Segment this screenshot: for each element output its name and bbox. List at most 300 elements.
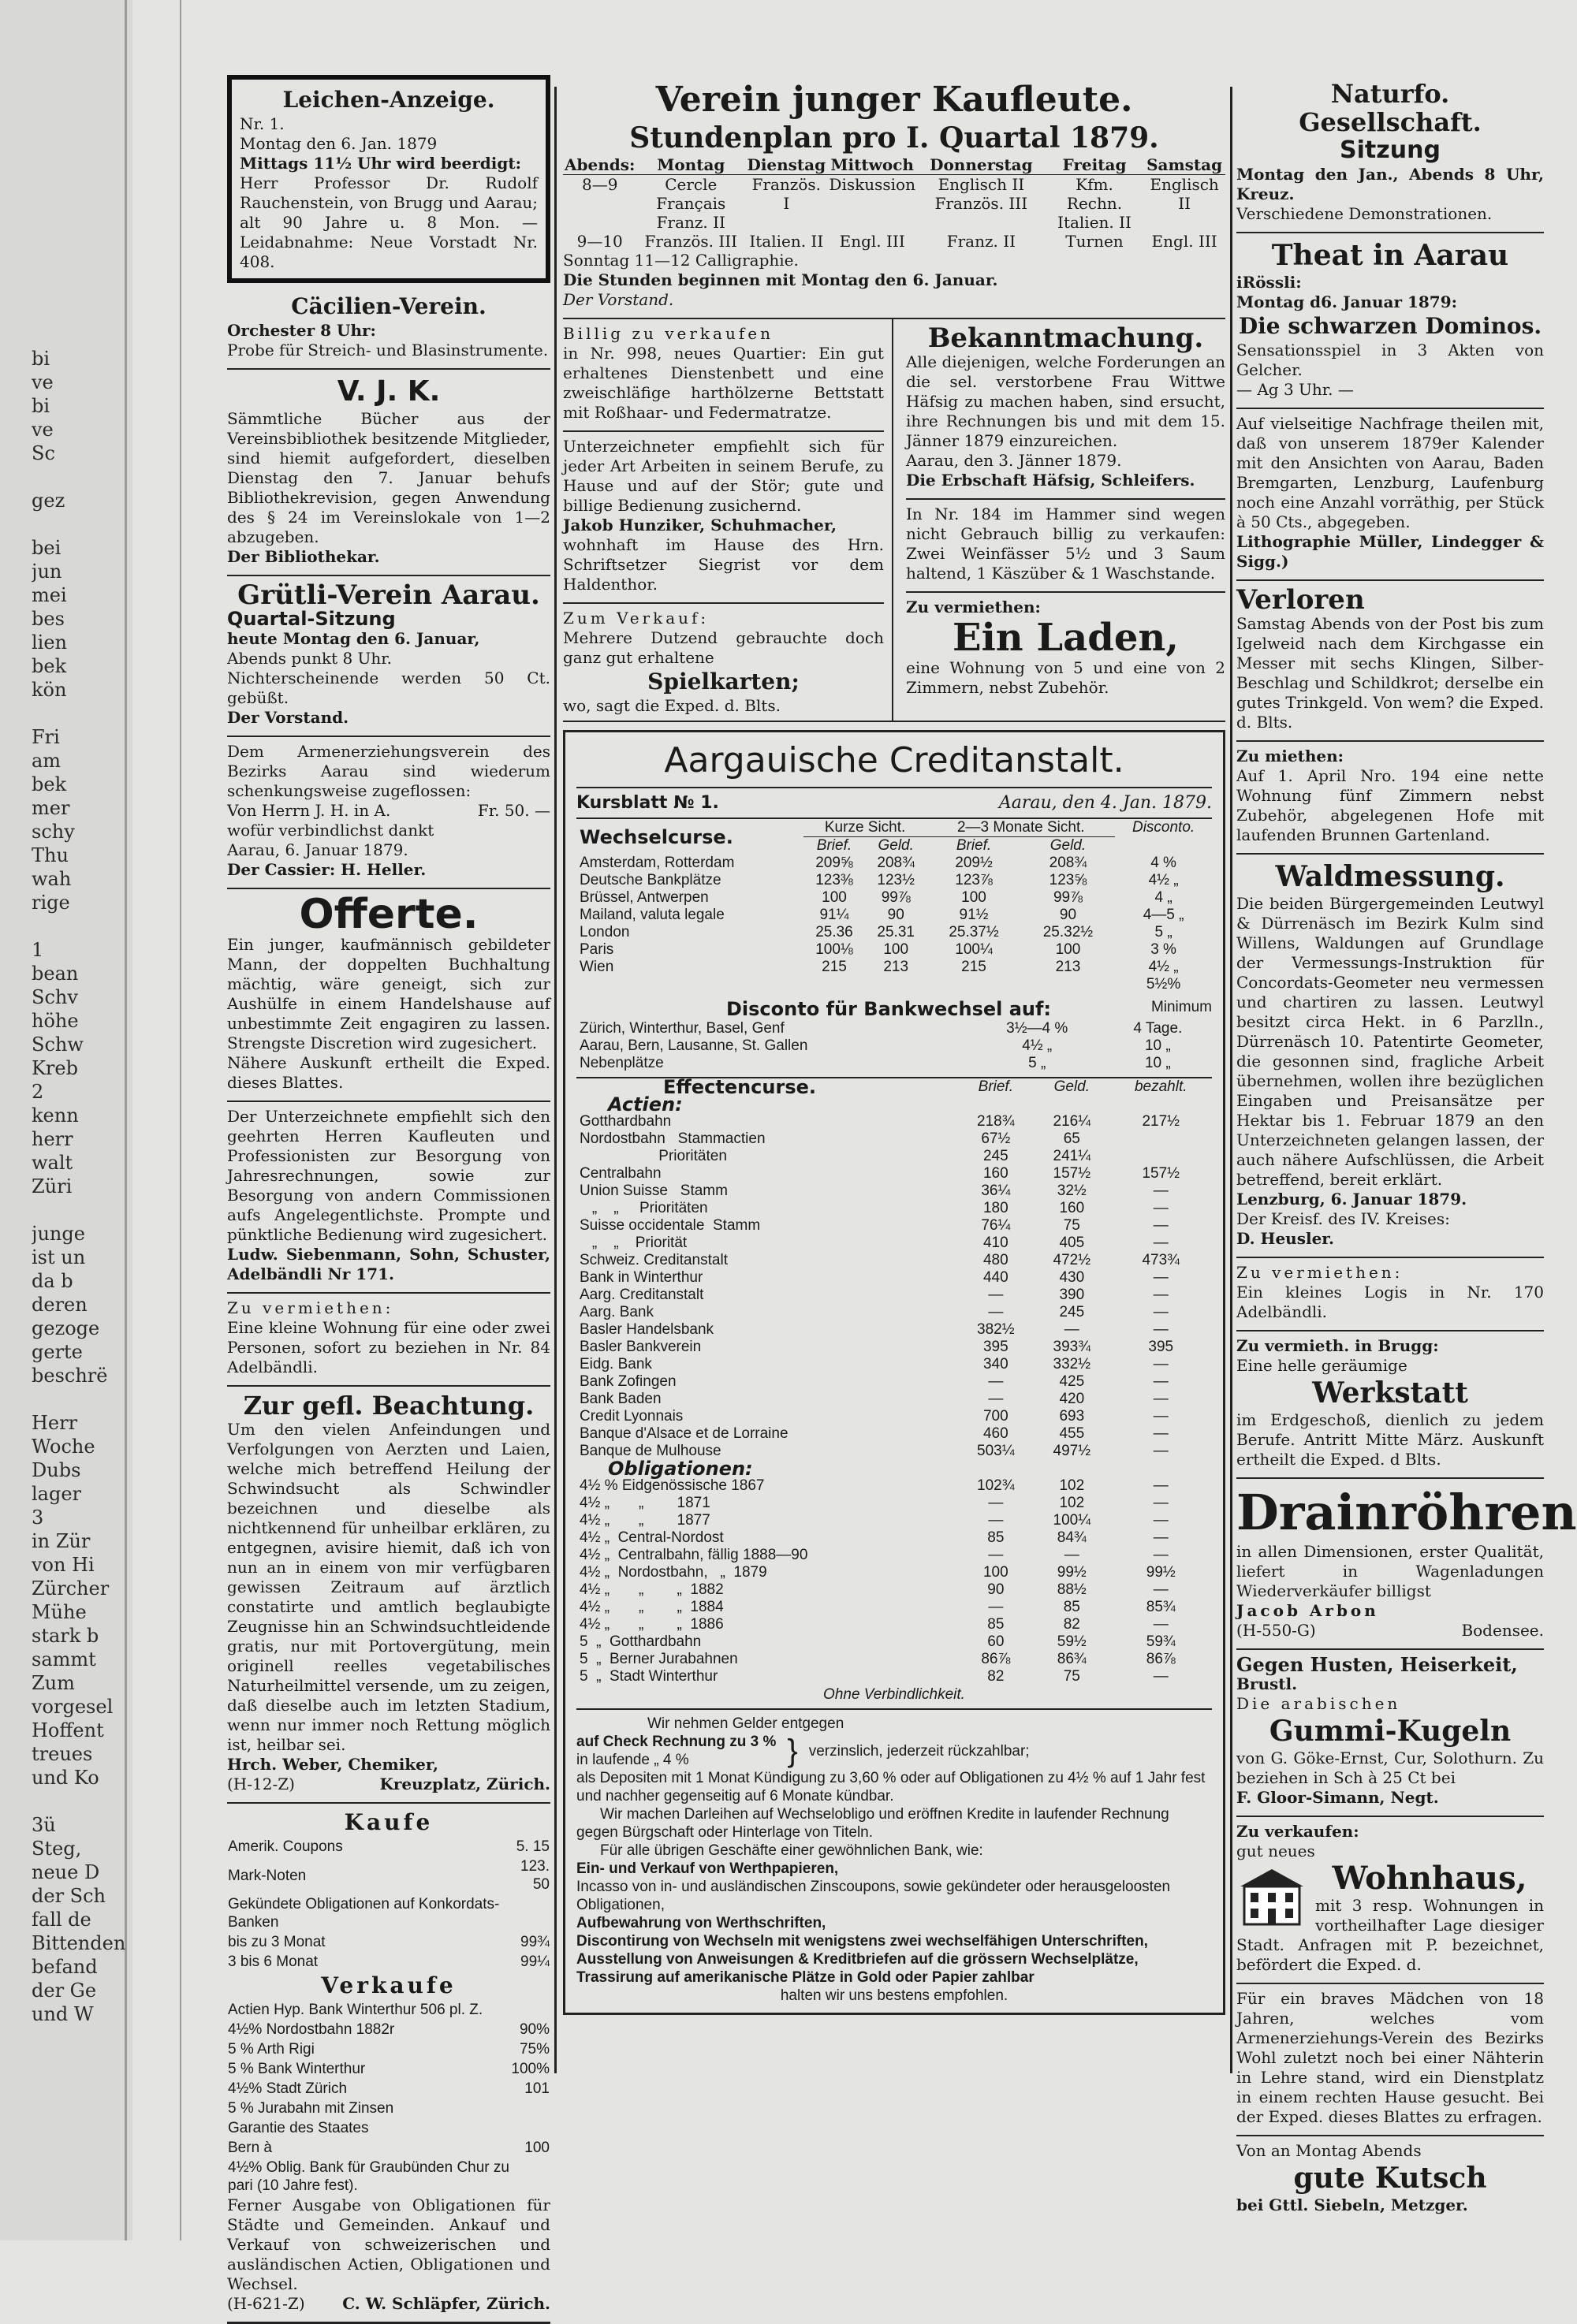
effecten-cell: Prioritäten [580, 1148, 727, 1164]
effecten-title: Effectencurse. [663, 1076, 817, 1098]
wechsel-cell: 91½ [959, 907, 989, 923]
effecten-cell: 425 [1059, 1373, 1085, 1390]
effecten-cell: — [988, 1304, 1004, 1320]
strip-line [32, 702, 142, 725]
strip-line: treues [32, 1743, 93, 1765]
strip-line: bei [32, 537, 62, 559]
ad-headline: Spielkarten; [647, 669, 800, 695]
effecten-cell: 160 [1059, 1200, 1085, 1216]
ad-signature: Der Cassier: H. Heller. [227, 860, 427, 879]
kurz-header: Kurze Sicht. [803, 819, 926, 837]
disconto-section [576, 998, 1212, 1078]
strip-line: ist un [32, 1246, 86, 1268]
footer-line: Ausstellung von Anweisungen & Kreditbriefen auf die grössern Wechselplätze, [576, 1951, 1139, 1968]
ad-text: Sämmtliche Bücher aus der Vereinsbibliothek besitzende Mitglieder, sind hiemit aufgefordert, dieselben Dienstag den 7. Januar behufs Bibliothekrevision, gegen Anwendung des § 24 im Vereinslokale von 1—2 abzugeben. [227, 409, 550, 546]
ad-signature: Lithographie Müller, Lindegger & Sigg.) [1236, 532, 1544, 571]
wechsel-cell: Wien [580, 959, 614, 975]
oblig-cell: 90 [987, 1581, 1005, 1598]
ad-text: Mehrere Dutzend gebrauchte doch ganz gut erhaltene [563, 628, 884, 667]
table-cell: 100 [524, 2140, 550, 2156]
table-cell: Garantie des Staates [228, 2120, 369, 2136]
effectencurse-table [576, 1078, 1212, 1685]
table-cell: 5 % Bank Winterthur [228, 2061, 366, 2077]
ad-text: Eine kleine Wohnung für eine oder zwei Personen, sofort zu beziehen in Nr. 84 Adelbändli. [227, 1318, 550, 1376]
schedule-table [563, 155, 1225, 251]
ad-address: wohnhaft im Hause des Hrn. Schriftsetzer Siegrist vor dem Haldenthor. [563, 535, 884, 594]
strip-line: gerte [32, 1341, 83, 1363]
strip-line: und W [32, 2003, 94, 2025]
strip-line: kön [32, 679, 67, 701]
strip-line [32, 512, 142, 536]
schedule-head: Donnerstag [917, 155, 1046, 175]
effecten-cell: 472½ [1053, 1252, 1091, 1268]
effecten-row [576, 1165, 1212, 1182]
ad-line: Nichterscheinende werden 50 Ct. gebüßt. [227, 669, 550, 707]
ad-line: Probe für Streich- und Blasinstrumente. [227, 341, 549, 359]
ad-text: In Nr. 184 im Hammer sind wegen nicht Gebrauch billig zu verkaufen: Zwei Weinfässer 5½ und 3 Saum haltend, 1 Käszüber & 1 Waschstande. [905, 505, 1225, 583]
effecten-cell: 340 [982, 1356, 1008, 1372]
oblig-cell: 99½ [1057, 1564, 1087, 1581]
schedule-head: Freitag [1046, 155, 1143, 175]
ad-text: in Nr. 998, neues Quartier: Ein gut erhaltenes Dienstenbett und eine zweischläfige harthölzerne Bettstatt mit Roßhaar- und Federmatratze. [563, 344, 884, 422]
footer-line: auf Check Rechnung zu 3 % [576, 1734, 777, 1750]
ad-title: Naturfo. Gesellschaft. [1299, 79, 1482, 137]
strip-line: ve [32, 419, 54, 441]
strip-line: lager [32, 1483, 82, 1505]
wechsel-header [576, 819, 1212, 837]
wechsel-cell: 215 [961, 959, 986, 975]
table-cell: 5 % Arth Rigi [228, 2041, 315, 2058]
oblig-row [576, 1581, 1212, 1599]
oblig-row [576, 1651, 1212, 1668]
hunziker-ad [563, 432, 884, 604]
strip-line: neue D [32, 1861, 100, 1883]
wechsel-cell: 3 % [1150, 941, 1176, 958]
strip-line: bek [32, 655, 67, 677]
ad-title: Grütli-Verein Aarau. [237, 579, 540, 611]
obituary-title: Leichen-Anzeige. [282, 87, 495, 113]
strip-line: Züri [32, 1175, 73, 1197]
table-row [227, 1952, 550, 1972]
ad-date: Lenzburg, 6. Januar 1879. [1236, 1190, 1467, 1209]
wechsel-cell: 123⅜ [815, 872, 853, 888]
oblig-cell: 86⅞ [981, 1651, 1011, 1667]
naturforschende-ad [1236, 75, 1544, 233]
oblig-cell: — [1064, 1547, 1079, 1563]
strip-line: Steg, [32, 1838, 82, 1860]
wechsel-cell: 123⅞ [955, 872, 993, 888]
oblig-cell: 100¼ [1053, 1512, 1091, 1529]
table-cell [510, 2158, 550, 2196]
oblig-cell: 4½ „ „ „ 1886 [580, 1616, 724, 1633]
disconto-cell: 3½—4 % [1006, 1020, 1068, 1037]
wechsel-cell: Mailand, valuta legale [580, 907, 725, 923]
strip-line: kenn [32, 1104, 79, 1127]
wechsel-cell: 99⅞ [1053, 889, 1083, 906]
schedule-head: Mittwoch [827, 155, 917, 175]
effecten-cell: — [1153, 1321, 1169, 1338]
obituary-time: Mittags 11½ Uhr wird beerdigt: [240, 154, 521, 173]
strip-line: 2 [32, 1081, 44, 1103]
ad-text: Dem Armenerziehungsverein des Bezirks Aarau sind wiederum schenkungsweise zugeflossen: [227, 742, 550, 800]
ad-text: mit 3 resp. Wohnungen in vortheilhafter Lage diesiger Stadt. Anfragen mit P. bezeichnet, befördert die Exped. d. [1236, 1896, 1544, 1974]
schedule-head: Dienstag [745, 155, 827, 175]
strip-line: beschrë [32, 1365, 108, 1387]
oblig-cell: 85 [1063, 1599, 1080, 1615]
strip-line: vorgesel [32, 1696, 114, 1718]
strip-line: junge [32, 1223, 85, 1245]
oblig-cell: 59½ [1057, 1633, 1087, 1650]
effecten-cell: 700 [982, 1408, 1008, 1425]
ad-text: Unterzeichneter empfiehlt sich für jeder Art Arbeiten in seinem Berufe, zu Hause und auf der Stör; gute und billige Bedienung zusichernd. [563, 437, 884, 515]
effecten-cell: Union Suisse Stamm [580, 1182, 728, 1199]
effecten-cell: 480 [982, 1252, 1008, 1268]
effecten-cell: — [1153, 1287, 1169, 1303]
ad-address: Bodensee. [1461, 1621, 1544, 1640]
ad-headline: Die schwarzen Dominos. [1238, 313, 1542, 339]
disconto-cell: 10 „ [1144, 1055, 1171, 1071]
table-cell: 100% [511, 2061, 550, 2077]
effecten-row [576, 1148, 1212, 1165]
effecten-cell: 76¼ [981, 1217, 1011, 1234]
gift-amount: Fr. 50. — [477, 801, 550, 820]
table-cell [503, 1894, 550, 1932]
oblig-cell: 5 „ Stadt Winterthur [580, 1668, 718, 1685]
bekanntmachung-ad [906, 319, 1225, 500]
wechsel-cell: 4½ „ [1148, 872, 1179, 888]
ad-title: Cäcilien-Verein. [291, 293, 487, 319]
oblig-cell: 4½ % Eidgenössische 1867 [580, 1477, 765, 1494]
ad-subtitle: iRössli: [1236, 273, 1302, 292]
ad-subtitle: Stundenplan pro I. Quartal 1879. [629, 121, 1159, 155]
strip-line: 3 [32, 1507, 44, 1529]
offerte-ad [227, 889, 550, 1102]
effecten-cell: Suisse occidentale Stamm [580, 1217, 761, 1234]
oblig-cell: 84¾ [1057, 1529, 1087, 1546]
disconto-cell: Nebenplätze [580, 1055, 664, 1071]
wechsel-cell: 213 [1055, 959, 1081, 975]
oblig-title: Obligationen: [608, 1458, 753, 1480]
table-cell: Bern à [228, 2140, 272, 2156]
strip-line: Dubs [32, 1459, 81, 1481]
effecten-cell: Centralbahn [580, 1165, 662, 1182]
effecten-cell: Bank Zofingen [580, 1373, 677, 1390]
oblig-cell: 86⅞ [1146, 1651, 1176, 1667]
footer-line: halten wir uns bestens empfohlen. [780, 1987, 1008, 2004]
oblig-cell: 4½ „ „ 1871 [580, 1495, 710, 1511]
ad-title: V. J. K. [337, 375, 441, 408]
mid-ads [563, 319, 1225, 722]
effecten-cell: 216¼ [1053, 1113, 1091, 1130]
effecten-cell: — [1153, 1408, 1169, 1425]
strip-line: Sc [32, 442, 55, 464]
effecten-cell: Basler Bankverein [580, 1339, 702, 1355]
table-cell [510, 2000, 550, 2020]
ad-headline: Werkstatt [1312, 1376, 1468, 1410]
table-cell: Actien Hyp. Bank Winterthur 506 pl. Z. [228, 2002, 483, 2018]
strip-line: 3ü [32, 1814, 56, 1836]
ad-text: Der Unterzeichnete empfiehlt sich den geehrten Herren Kaufleuten und Professionisten zur Besorgung von Jahresrechnungen, sowie zur Besorgung von andern Commissionen aufs Angelegentlichste. Prompte und pünktliche Bedienung wird zugesichert. [227, 1107, 550, 1244]
schedule-cell: Diskussion [829, 175, 915, 194]
strip-line: Thu [32, 844, 69, 866]
schedule-head: Montag [636, 155, 745, 175]
wechsel-cell: 25.37½ [949, 924, 999, 940]
table-row [227, 2079, 550, 2099]
effecten-cell: 36¼ [981, 1182, 1011, 1199]
page-edge-line [180, 0, 181, 2240]
ad-signature: Der Vorstand. [563, 290, 674, 309]
effecten-cell: — [1153, 1356, 1169, 1372]
oblig-cell: — [1153, 1581, 1169, 1598]
siebenmann-ad [227, 1102, 550, 1294]
ad-text: wo, sagt die Exped. d. Blts. [563, 696, 781, 715]
footer-line: Aufbewahrung von Werthschriften, [576, 1915, 826, 1931]
strip-line: und Ko [32, 1767, 99, 1789]
strip-line: befand [32, 1956, 98, 1978]
ad-text: Um den vielen Anfeindungen und Verfolgungen von Aerzten und Laien, welche mich betreffend Heilung der Schwindsucht als Schwindler bezeichnen und dieselbe als nichtkennend für unheilbar erklären, zu entgegnen, avisire hiemit, daß ich von nun an in einem von mir verfügbaren gewissen Zeitraum auf ärztlich constatirte und amtlich beglaubigte Zeugnisse hin an Schwindsuchtleidende gratis, nur mit Portovergütung, mein originell reelles vegetabilisches Naturheilmittel versende, um zu zeigen, daß dieselbe auch im letzten Stadium, wenn nur immer noch Rettung möglich ist, heilbar sei. [227, 1420, 550, 1754]
schedule-cell: Engl. III [839, 232, 905, 251]
verein-kaufleute-ad [563, 75, 1225, 319]
ad-signature: Der Kreisf. des IV. Kreises: [1236, 1209, 1450, 1228]
strip-line: Mühe [32, 1601, 87, 1623]
table-cell: 123. 50 [520, 1858, 550, 1893]
oblig-header [576, 1460, 1212, 1477]
effecten-cell: 157½ [1142, 1165, 1180, 1182]
wechsel-cell: 100¼ [955, 941, 993, 958]
disconto-row [576, 1020, 1212, 1037]
schedule-cell: Italien. II [749, 232, 824, 251]
effecten-cell [1110, 1130, 1212, 1148]
effecten-cell: Nordostbahn Stammactien [580, 1130, 766, 1147]
schedule-cell: Turnen [1065, 232, 1124, 251]
effecten-cell: 245 [1059, 1304, 1085, 1320]
strip-line: in Zür [32, 1530, 91, 1552]
effecten-cell: — [1153, 1235, 1169, 1251]
disconto-row [576, 1055, 1212, 1072]
table-cell: 90% [519, 2021, 550, 2038]
verkaufe-table [227, 2000, 550, 2196]
strip-line: Schv [32, 986, 78, 1008]
wechsel-cell: 4—5 „ [1143, 907, 1184, 923]
ad-title: Gegen Husten, Heiserkeit, [1236, 1653, 1518, 1676]
effecten-cell: 180 [982, 1200, 1008, 1216]
ad-headline: Ein Laden, [952, 616, 1179, 660]
wechsel-extra [576, 976, 1212, 993]
ad-signature: F. Gloor-Simann, Negt. [1236, 1788, 1439, 1807]
oblig-cell: 59¾ [1146, 1633, 1176, 1650]
ad-signature: Der Vorstand. [227, 708, 349, 727]
schedule-cell: Cercle Français Franz. II [656, 175, 726, 232]
vermiethen-ad [227, 1294, 550, 1387]
column-rule [554, 87, 557, 2073]
strip-line: Bittenden [32, 1932, 126, 1954]
miethen-ad [1236, 742, 1544, 855]
column-3 [1236, 75, 1577, 2220]
effecten-cell: „ „ Priorität [580, 1235, 688, 1251]
actien-header [576, 1096, 1212, 1113]
husten-ad [1236, 1650, 1544, 1817]
disconto-cell: 4 Tage. [1133, 1020, 1183, 1037]
ad-text: in allen Dimensionen, erster Qualität, liefert in Wagenladungen Wiederverkäufer billigst [1236, 1542, 1544, 1600]
strip-line: der Ge [32, 1979, 97, 2002]
ad-headline: Gummi-Kugeln [1269, 1715, 1512, 1748]
ad-title: Zu vermieth. in Brugg: [1236, 1336, 1439, 1355]
wechsel-row [576, 959, 1212, 976]
wechsel-cell: Deutsche Bankplätze [580, 872, 721, 888]
ad-signature: Hrch. Weber, Chemiker, [227, 1755, 438, 1774]
table-row [227, 2158, 550, 2196]
column-rule [1230, 87, 1232, 2073]
ad-signature: Jakob Hunziker, Schuhmacher, [563, 516, 837, 534]
kutsch-ad [1236, 2136, 1544, 2220]
col-header: Geld. [878, 837, 914, 854]
wechsel-cell: 209½ [955, 855, 993, 871]
effecten-cell: 390 [1059, 1287, 1085, 1303]
strip-line: mer [32, 797, 70, 819]
ad-ref: (H-621-Z) [227, 2294, 305, 2313]
ad-time: — Ag 3 Uhr. — [1236, 380, 1354, 399]
oblig-cell: 88½ [1057, 1581, 1087, 1598]
ad-text: Verschiedene Demonstrationen. [1236, 204, 1493, 223]
oblig-cell: 4½ „ Centralbahn, fällig 1888—90 [580, 1547, 808, 1563]
disconto-minimum: Minimum [1150, 999, 1212, 1015]
effecten-cell: 420 [1059, 1391, 1085, 1407]
schedule-cell: 9—10 [576, 232, 623, 251]
effecten-cell: — [1153, 1304, 1169, 1320]
effecten-cell [1110, 1148, 1212, 1165]
table-cell: Gekündete Obligationen auf Konkordats-Banken [228, 1896, 500, 1931]
wechsel-cell: 99⅞ [881, 889, 911, 906]
ad-text: Samstag Abends von der Post bis zum Igelweid nach dem Kirchgasse ein Messer mit sechs Klingen, Silber-Beschlag und Schildkrot; derselbe ein gutes Trinkgeld. Von wem? die Exped. d. Blts. [1236, 614, 1544, 732]
wechsel-cell: Amsterdam, Rotterdam [580, 855, 735, 871]
wechselcurse-table [576, 819, 1212, 993]
kaufe-table [227, 1837, 550, 1972]
strip-line: mei [32, 584, 67, 606]
effecten-cell: 218¾ [977, 1113, 1015, 1130]
effecten-row [576, 1356, 1212, 1373]
strip-line [32, 465, 142, 489]
col-header: bezahlt. [1134, 1078, 1187, 1095]
column-1 [227, 75, 550, 2324]
wechsel-cell: 25.32½ [1042, 924, 1094, 940]
footer-line: verzinslich, jederzeit rückzahlbar; [808, 1742, 1030, 1760]
ad-title: Zu vermiethen: [227, 1298, 394, 1317]
strip-line: Herr [32, 1412, 78, 1434]
ad-signature: bei Gttl. Siebeln, Metzger. [1236, 2196, 1468, 2214]
table-cell: bis zu 3 Monat [228, 1934, 326, 1950]
ad-text: Ferner Ausgabe von Obligationen für Städte und Gemeinden. Ankauf und Verkauf von schweizerischen und ausländischen Actien, Obligationen und Wechsel. [227, 2196, 550, 2293]
wechsel-cell: 90 [1059, 907, 1077, 923]
effecten-cell: 497½ [1053, 1443, 1091, 1459]
footer-line: Incasso von in- und ausländischen Zinscoupons, sowie gekündeter oder herausgeloosten Obligationen, [576, 1879, 1171, 1913]
schedule-cell: Engl. III [1151, 232, 1217, 251]
ad-title: Billig zu verkaufen [563, 324, 774, 343]
schedule-cell: Kfm. Rechn. Italien. II [1057, 175, 1131, 232]
effecten-cell: 65 [1063, 1130, 1080, 1147]
effecten-cell: 32½ [1057, 1182, 1087, 1199]
oblig-cell: — [1153, 1547, 1169, 1563]
effecten-cell: Aarg. Bank [580, 1304, 654, 1320]
footer-line: Wir machen Darleihen auf Wechselobligo und eröffnen Kredite in laufender Rechnung gegen Bürgschaft oder Hinterlage von Titeln. [576, 1806, 1169, 1841]
waldmessung-ad [1236, 855, 1544, 1258]
table-row [227, 1837, 550, 1857]
oblig-row [576, 1616, 1212, 1633]
strip-line [32, 1790, 142, 1813]
strip-line: rige [32, 892, 70, 914]
ad-date: Aarau, den 3. Jänner 1879. [905, 451, 1122, 470]
effecten-cell: 160 [982, 1165, 1008, 1182]
oblig-row [576, 1547, 1212, 1564]
strip-line: am [32, 750, 62, 772]
schedule-cell: Englisch II Französ. III [934, 175, 1028, 213]
table-cell: 4½% Oblig. Bank für Graubünden Chur zu pari (10 Jahre fest). [228, 2159, 509, 2194]
effecten-cell: „ „ Prioritäten [580, 1200, 708, 1216]
effecten-cell: 241¼ [1053, 1148, 1091, 1164]
wechsel-cell: 100 [1055, 941, 1081, 958]
oblig-cell: — [988, 1495, 1004, 1511]
oblig-row [576, 1564, 1212, 1581]
kaufe-verkaufe-ad [227, 1804, 550, 2324]
ad-subtitle: Quartal-Sitzung [227, 608, 396, 630]
obituary-text: Herr Professor Dr. Rudolf Rauchenstein, von Brugg und Aarau; alt 90 Jahre u. 8 Mon. — Leidabnahme: Neue Vorstadt Nr. 408. [240, 173, 538, 271]
wechsel-cell: 4 % [1150, 855, 1176, 871]
effecten-cell: 473¾ [1142, 1252, 1180, 1268]
table-cell: 3 bis 6 Monat [228, 1953, 319, 1970]
effecten-cell: 693 [1059, 1408, 1085, 1425]
schedule-head: Abends: [565, 155, 636, 174]
ad-title: Theat in Aarau [1271, 239, 1509, 272]
strip-line [32, 1198, 142, 1222]
hammer-ad [906, 500, 1225, 593]
effecten-cell: 503¼ [977, 1443, 1015, 1459]
effecten-row [576, 1391, 1212, 1408]
ad-title: Waldmessung. [1275, 860, 1505, 893]
strip-line: deren [32, 1294, 88, 1316]
spielkarten-ad [563, 604, 884, 721]
ad-text: Auf vielseitige Nachfrage theilen mit, daß von unserem 1879er Kalender mit den Ansichten von Aarau, Baden Bremgarten, Lenzburg, Laufenburg noch eine Anzahl vorräthig, per Stück à 50 Cts., abgegeben. [1236, 414, 1544, 531]
strip-line: Kreb [32, 1057, 78, 1079]
disconto-cell: Zürich, Winterthur, Basel, Genf [580, 1020, 785, 1037]
strip-line: bek [32, 773, 67, 795]
house-icon [1236, 1864, 1307, 1927]
effecten-cell: 393¾ [1053, 1339, 1091, 1355]
vermiethen2-ad [1236, 1258, 1544, 1331]
ad-title: Bekanntmachung. [927, 322, 1204, 354]
wechsel-cell: 90 [887, 907, 904, 923]
wechsel-title: Wechselcurse. [580, 825, 733, 848]
effecten-cell: — [1064, 1321, 1079, 1338]
col-header: Geld. [1053, 1078, 1090, 1095]
oblig-cell: 60 [987, 1633, 1005, 1650]
strip-line: gez [32, 490, 65, 512]
table-row [227, 1932, 550, 1952]
effecten-cell: Basler Handelsbank [580, 1321, 714, 1338]
wechsel-cell: 100 [883, 941, 909, 958]
footer-line: als Depositen mit 1 Monat Kündigung zu 3,60 % oder auf Obligationen zu 4½ % auf 1 Jahr fest und nachher gegenseitig auf 6 Monate kündbar. [576, 1770, 1206, 1804]
ad-text: Nähere Auskunft ertheilt die Exped. dieses Blattes. [227, 1053, 550, 1092]
ad-subtitle: Sitzung [1340, 136, 1441, 164]
table-row [227, 2138, 550, 2158]
effecten-cell: 395 [982, 1339, 1008, 1355]
wechsel-row [576, 855, 1212, 872]
ad-text: eine Wohnung von 5 und eine von 2 Zimmern, nebst Zubehör. [905, 658, 1225, 697]
strip-line: ve [32, 371, 54, 393]
effecten-cell: — [988, 1287, 1004, 1303]
table-row [227, 2020, 550, 2039]
ad-text: Die beiden Bürgergemeinden Leutwyl & Dürrenäsch im Bezirk Kulm sind Willens, Waldungen auf Grundlage der Vermessungs-Instruktion für Concordats-Geometer neu vermessen und chartiren zu lassen. Leutwyl besitzt circa Hekt. in 6 Parzlln., Dürrenäsch 10. Patentirte Geometer, die gesonnen sind, fragliche Arbeit übernehmen, wollen ihre bezüglichen Eingaben und Preisansätze per Hektar bis 1. Februar 1879 an den Unterzeichneten gelangen lassen, der auch nähere Aufschlüssen, die Arbeit betreffend, bereit erklärt. [1236, 894, 1544, 1189]
oblig-cell: 100 [982, 1564, 1008, 1581]
oblig-cell: 86¾ [1057, 1651, 1087, 1667]
